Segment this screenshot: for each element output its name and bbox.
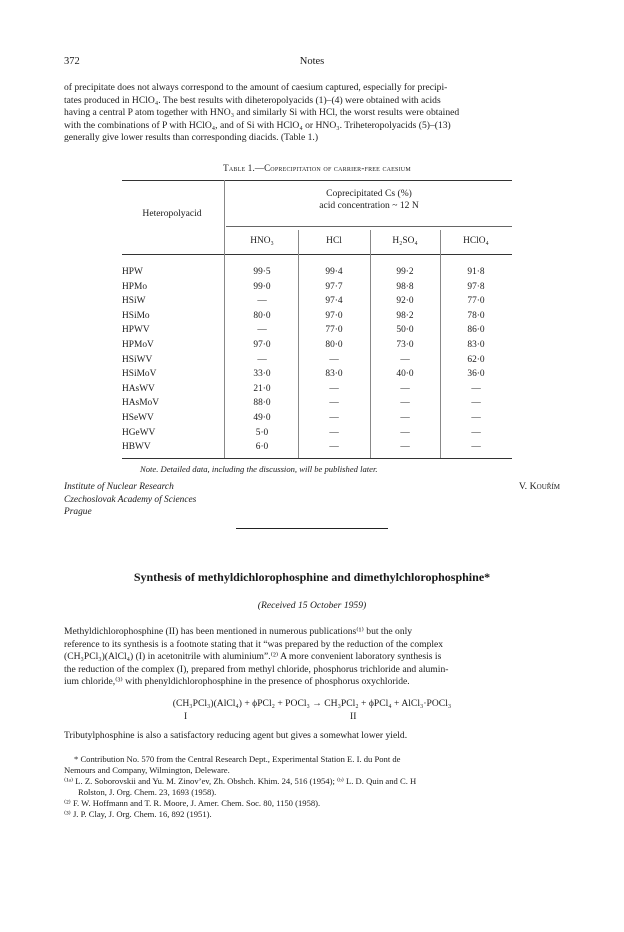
table-cell: 73·0 [396,340,414,350]
table-cell: 97·0 [325,310,343,321]
column-header: H₂SO₄ [392,236,418,246]
table-cell: 6·0 [255,442,269,453]
table-cell: 33·0 [253,369,271,380]
row-label: HGeWV [122,427,156,438]
footnote-line: ⁽¹ᵃ⁾ L. Z. Soborovskii and Yu. M. Zinov’ev, Zh. Obshch. Khim. 24, 516 (1954); ⁽ᵇ⁾ L. D. Quin and C. H [64,776,417,786]
table-cell: 97·4 [325,296,343,307]
table-row [122,311,512,323]
affiliation-line: Prague [64,507,92,517]
reaction-equation: (CH₃PCl₃)(AlCl₄) + ϕPCl₂ + POCl₃ → CH₃PCl₂ + ϕPCl₄ + AlCl₃·POCl₃ [172,698,452,709]
table-cell: 99·5 [253,267,271,277]
row-label: HSiW [122,296,146,307]
equation-label-ii: II [350,711,357,722]
table-cell: 78·0 [467,310,485,321]
row-label: HBWV [122,442,151,453]
table-cell: — [329,427,339,438]
table-row [122,442,512,454]
equation-label-i: I [184,711,188,722]
table-cell: — [400,398,410,409]
intro-paragraph [64,82,560,145]
table-mid-rule [226,226,512,227]
table-row [122,428,512,440]
table-cell: 80·0 [325,340,343,350]
table-cell: 99·2 [396,267,414,277]
table-cell: 21·0 [253,383,271,394]
footnote-line: Rolston, J. Org. Chem. 23, 1693 (1958). [78,787,217,797]
table-cell: — [471,383,481,394]
row-label: HSeWV [122,413,154,423]
table-cell: 86·0 [467,325,485,336]
column-header: HCl [326,236,342,246]
running-title: Notes [299,56,325,67]
body-line: reference to its synthesis is a footnote stating that it “was prepared by the reduction of the complex [64,638,444,650]
group-header: Coprecipitated Cs (%) [326,188,412,199]
table-cell: 99·4 [325,267,343,277]
row-label: HPWV [122,325,150,336]
row-label: HSiWV [122,354,153,365]
table-cell: 98·8 [396,281,414,292]
body-line: ium chloride,⁽³⁾ with phenyldichlorophosphine in the presence of phosphorus oxychloride. [64,676,410,688]
row-label: HSiMo [122,310,150,321]
table-cell: — [329,413,339,423]
table-cell: — [400,383,410,394]
intro-line: generally give lower results than corresponding diacids. (Table 1.) [64,132,319,144]
table-cell: — [400,427,410,438]
table-row [122,340,512,352]
row-label: HAsMoV [122,398,159,409]
table-header-rule [122,254,512,255]
table-cell: — [257,325,267,336]
table-bottom-rule [122,458,512,459]
table-row [122,267,512,279]
table-cell: 91·8 [467,267,485,277]
table-cell: 80·0 [253,310,271,321]
footnote-line: ⁽³⁾ J. P. Clay, J. Org. Chem. 16, 892 (1951). [64,809,212,819]
table-top-rule [122,180,512,181]
table-row [122,398,512,410]
table-cell: 49·0 [253,413,271,423]
table-cell: — [400,413,410,423]
table-cell: 77·0 [325,325,343,336]
body-line: Methyldichlorophosphine (II) has been mentioned in numerous publications⁽¹⁾ but the only [64,626,413,637]
table-cell: 99·0 [253,281,271,292]
footnote-line: * Contribution No. 570 from the Central Research Dept., Experimental Station E. I. du Pont de [74,754,401,764]
affiliation-line: Czechoslovak Academy of Sciences [64,494,197,505]
table-cell: — [257,354,267,365]
article-title: Synthesis of methyldichlorophosphine and dimethylchlorophosphine* [133,570,491,584]
affiliation-line: Institute of Nuclear Research [64,482,174,492]
table-row [122,413,512,425]
author-name: V. Kouřím [518,481,560,492]
table-row [122,325,512,337]
table-cell: — [471,442,481,453]
table-cell: — [257,296,267,307]
table-cell: — [329,442,339,453]
table-note: Note. Detailed data, including the discussion, will be published later. [140,464,378,474]
row-header: Heteropolyacid [142,208,202,219]
row-label: HPW [122,267,143,277]
table-cell: — [471,398,481,409]
table-caption: Table 1.—Coprecipitation of carrier-free caesium [223,163,411,173]
table-cell: 40·0 [396,369,414,380]
table-cell: — [400,442,410,453]
table-cell: — [471,427,481,438]
footnote-line: ⁽²⁾ F. W. Hoffmann and T. R. Moore, J. Amer. Chem. Soc. 80, 1150 (1958). [64,798,321,808]
table-row [122,296,512,308]
table-cell: 92·0 [396,296,414,307]
affiliation [64,481,196,519]
table-cell: 5·0 [255,427,269,438]
table-row [122,369,512,381]
table-cell: — [400,354,410,365]
received-date: (Received 15 October 1959) [257,600,367,611]
table-cell: 36·0 [467,369,485,380]
table-cell: — [471,413,481,423]
intro-line: tates produced in HClO₄. The best results with diheteropolyacids (1)–(4) were obtained with acids [64,94,441,106]
body-line: the reduction of the complex (I), prepared from methyl chloride, phosphorus trichloride and alumin- [64,663,449,675]
table-row [122,384,512,396]
intro-line: having a central P atom together with HNO₃ and similarly Si with HCl, the worst results were obtained [64,107,460,119]
column-header: HNO₃ [250,236,274,246]
page-number: 372 [64,56,80,67]
row-label: HAsWV [122,383,155,394]
table-cell: 50·0 [396,325,414,336]
row-label: HPMoV [122,340,154,350]
table-cell: 97·7 [325,281,343,292]
table-cell: — [329,354,339,365]
table-cell: 62·0 [467,354,485,365]
table-cell: 98·2 [396,310,414,321]
article-body [64,626,560,689]
footnotes [64,754,560,820]
table-row [122,282,512,294]
row-label: HSiMoV [122,369,157,380]
row-label: HPMo [122,281,148,292]
column-header: HClO₄ [463,236,489,246]
table-cell: — [329,398,339,409]
group-header-sub: acid concentration ~ 12 N [319,200,419,211]
intro-line: of precipitate does not always correspond to the amount of caesium captured, especially for precipi- [64,82,448,93]
table-cell: 77·0 [467,296,485,307]
table-cell: 83·0 [467,340,485,350]
table-cell: 97·0 [253,340,271,350]
intro-line: with the combinations of P with HClO₄, and of Si with HClO₄ or HNO₃. Triheteropolyacids (5)–(13) [64,119,451,131]
table-cell: 83·0 [325,369,343,380]
section-separator [236,528,388,529]
body-line: (CH₃PCl₃)(AlCl₄) (I) in acetonitrile with aluminium”.⁽²⁾ A more convenient laboratory synthesis is [64,651,442,663]
table-cell: — [329,383,339,394]
table-cell: 97·8 [467,281,485,292]
footnote-line: Nemours and Company, Wilmington, Deleware. [64,765,230,775]
table-cell: 88·0 [253,398,271,409]
table-row [122,355,512,367]
closing-sentence: Tributylphosphine is also a satisfactory reducing agent but gives a somewhat lower yield. [64,730,408,741]
